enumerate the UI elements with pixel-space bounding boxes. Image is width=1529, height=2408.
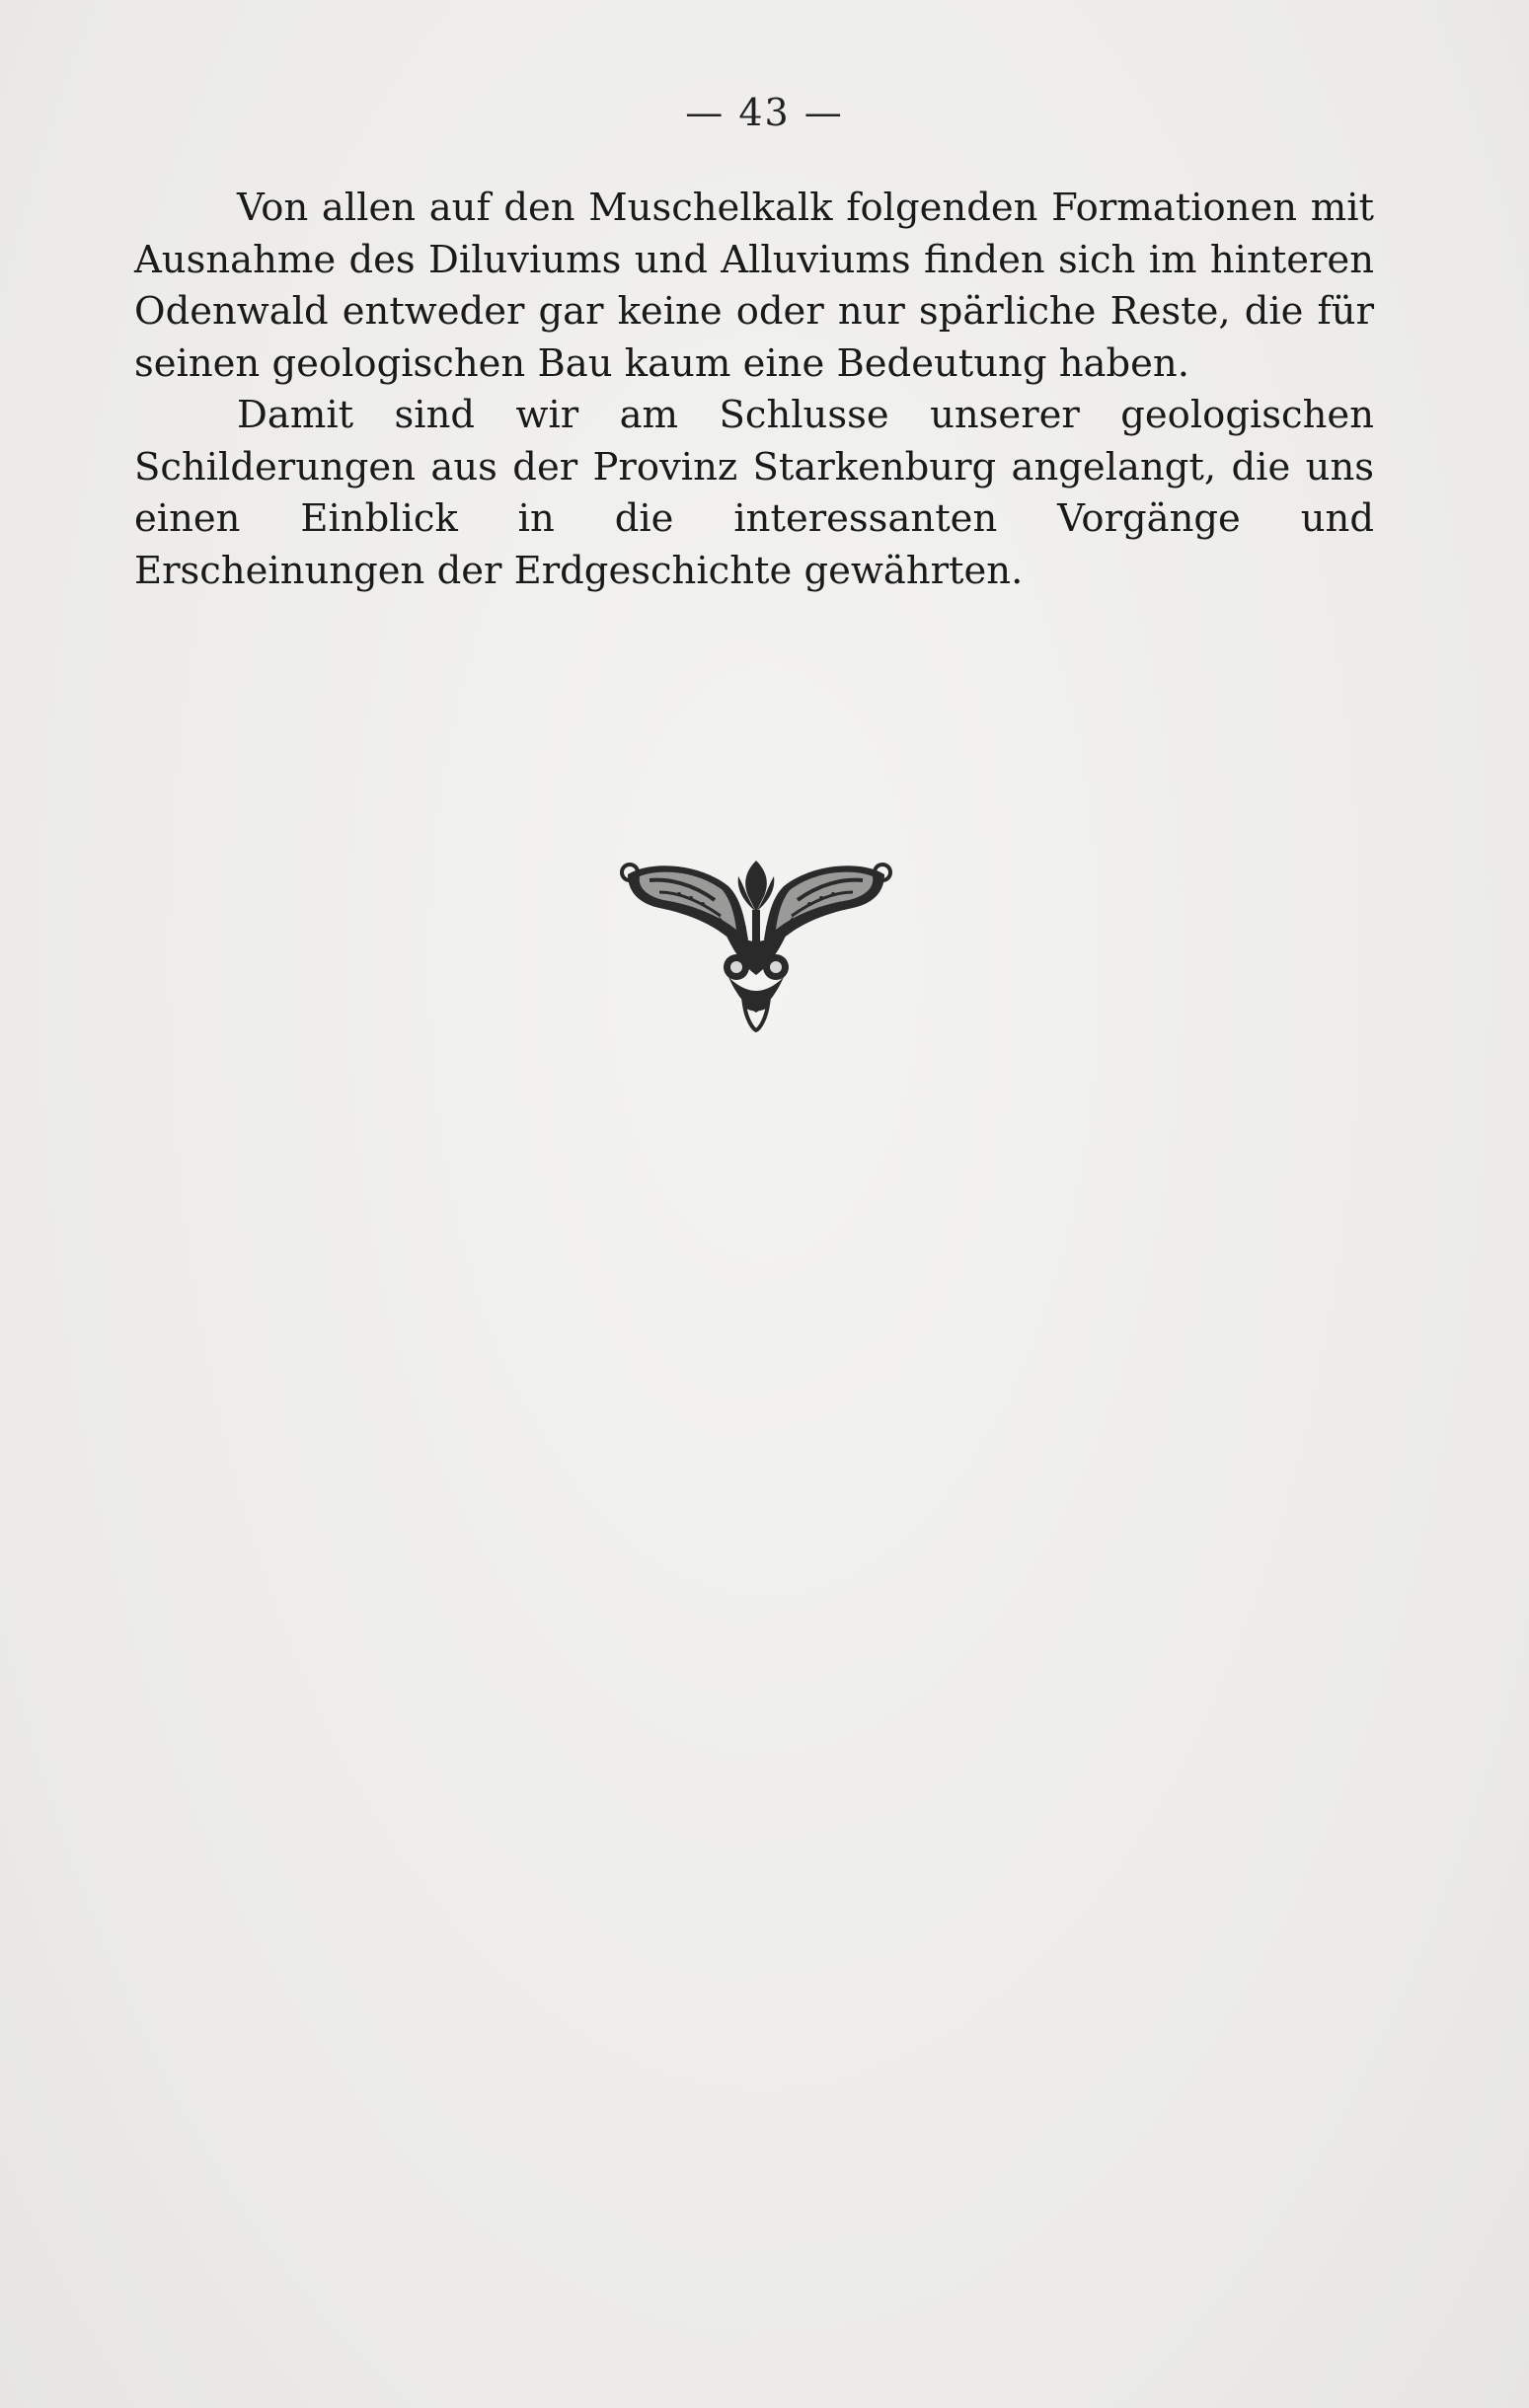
floral-tailpiece-ornament-icon — [620, 857, 892, 1032]
paragraph-2: Damit sind wir am Schlusse unserer geologischen Schilderungen aus der Provinz Starkenburg angelangt, die uns einen Einblick in die interessanten Vorgänge und Erscheinungen der Erdgeschichte gewährten. — [134, 393, 1374, 593]
body-text — [134, 183, 1374, 597]
paragraph-1: Von allen auf den Muschelkalk folgenden Formationen mit Ausnahme des Diluviums und Alluviums finden sich im hinteren Odenwald entweder gar keine oder nur spärliche Reste, die für seinen geologischen Bau kaum eine Bedeutung haben. — [134, 186, 1374, 386]
page-number: — 43 — — [685, 91, 844, 134]
